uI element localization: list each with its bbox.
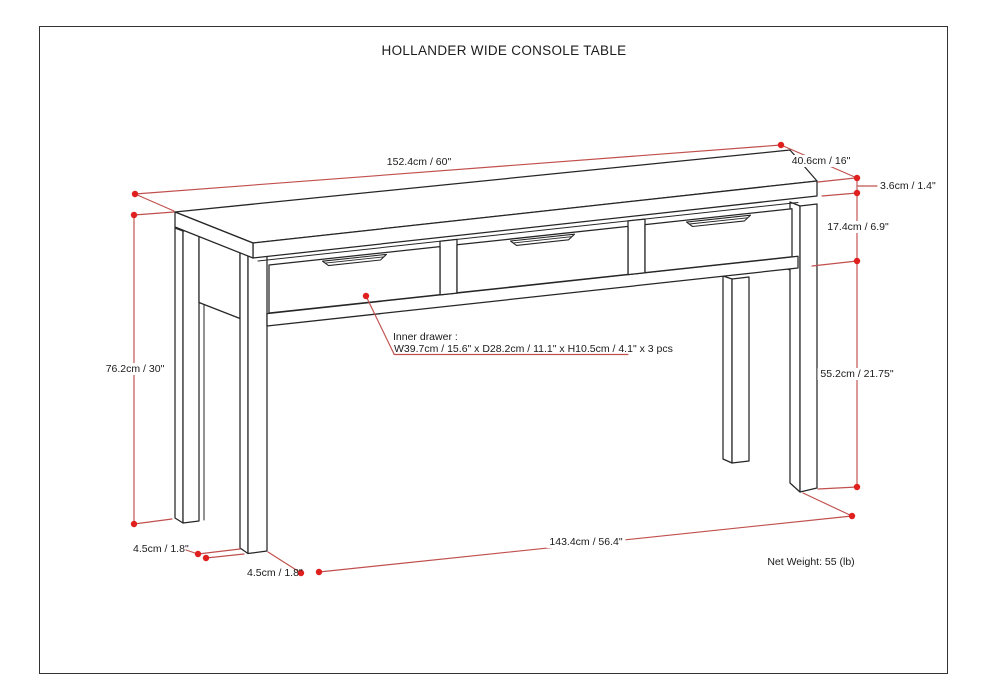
drawer-divider [628,219,645,275]
dimension-dot [131,521,137,527]
dimension-line [818,487,857,489]
dim-label-overall-height: 76.2cm / 30" [103,363,168,375]
inner-drawer-note-line1: Inner drawer : [393,331,458,343]
dimension-dot [195,551,201,557]
dimension-line [822,193,857,196]
dimension-dot [131,212,137,218]
dim-label-leg-height: 55.2cm / 21.75" [817,368,896,380]
dimension-line [134,212,174,215]
dim-label-apron-height: 17.4cm / 6.9" [824,221,892,233]
inner-drawer-note-line2: W39.7cm / 15.6" x D28.2cm / 11.1" x H10.5cm / 4.1" x 3 pcs [394,343,673,355]
dimension-line [198,549,240,554]
dimension-line [812,261,857,266]
dimension-dot [363,293,369,299]
dim-label-length: 152.4cm / 60" [384,156,454,168]
rear-right-leg [732,277,749,463]
net-weight-label: Net Weight: 55 (lb) [767,556,855,568]
dimension-dot [778,142,784,148]
dimension-dot [203,555,209,561]
dimension-dot [854,258,860,264]
front-left-leg [240,253,248,554]
back-left-leg [175,228,183,523]
dim-label-top-thickness: 3.6cm / 1.4" [880,180,936,192]
front-right-leg [800,204,817,492]
dimension-dot [316,569,322,575]
dim-label-leg-span: 143.4cm / 56.4" [546,536,625,548]
rear-right-leg [723,276,732,463]
dimension-dot [854,175,860,181]
dim-label-depth: 40.6cm / 16" [789,155,854,167]
back-left-leg [183,230,199,524]
drawer-divider [440,239,457,295]
dimension-dot [132,191,138,197]
page-title: HOLLANDER WIDE CONSOLE TABLE [381,43,627,58]
dim-label-leg-width-side: 4.5cm / 1.8" [133,543,189,555]
dimension-dot [849,513,855,519]
dimension-dot [854,190,860,196]
dimension-line [206,554,244,558]
dimension-line [135,194,174,211]
dimension-line [134,519,172,524]
front-left-leg [248,254,267,554]
dimension-line [818,178,855,182]
dim-label-leg-width-front: 4.5cm / 1.8" [247,567,303,579]
dimension-dot [854,484,860,490]
dimension-line [803,493,852,516]
